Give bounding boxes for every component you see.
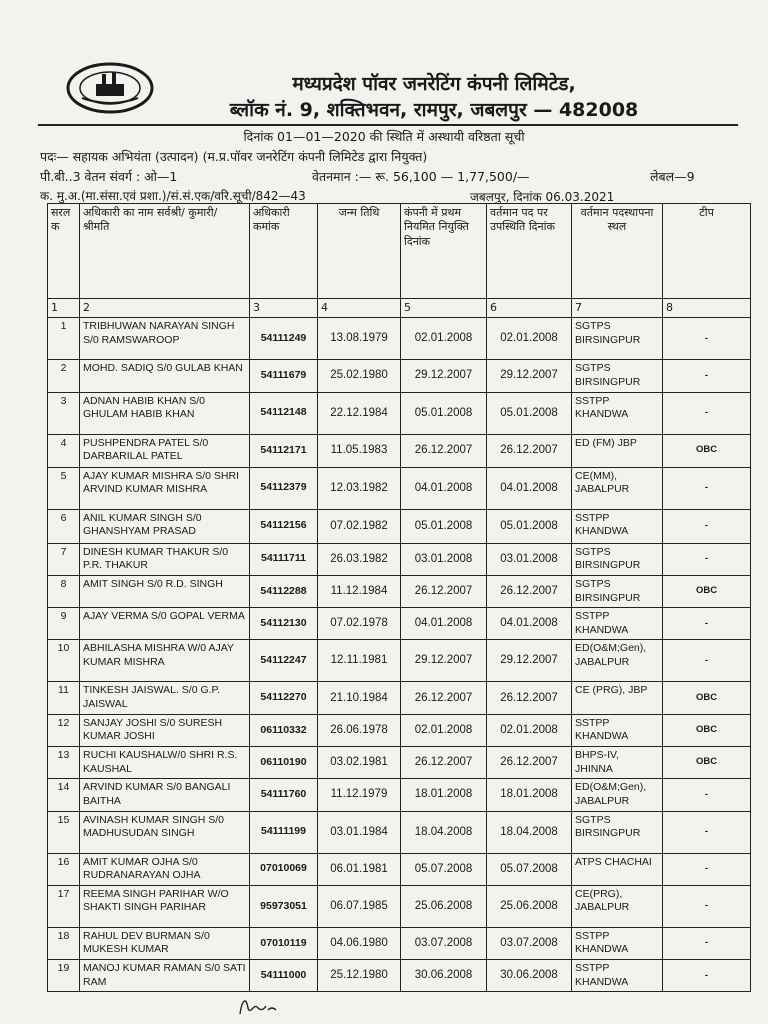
- remark-cell: -: [663, 509, 751, 543]
- current-post-date-cell: 29.12.2007: [487, 360, 572, 392]
- current-post-date-cell: 26.12.2007: [487, 746, 572, 778]
- level: लेबल—9: [650, 169, 695, 184]
- table-row: [48, 318, 751, 360]
- table-row: [48, 746, 751, 778]
- officer-number-cell: 54111000: [250, 960, 318, 992]
- first-appointment-date-cell: 29.12.2007: [401, 640, 487, 682]
- first-appointment-date-cell: 02.01.2008: [401, 318, 487, 360]
- posting-place-cell: SSTPP KHANDWA: [572, 608, 663, 640]
- first-appointment-date-cell: 30.06.2008: [401, 960, 487, 992]
- officer-number-cell: 54112379: [250, 467, 318, 509]
- current-post-date-cell: 02.01.2008: [487, 318, 572, 360]
- serial-number-cell: 1: [48, 318, 80, 360]
- officer-name-cell: REEMA SINGH PARIHAR W/O SHAKTI SINGH PARIHAR: [80, 885, 250, 927]
- officer-number-cell: 54111760: [250, 779, 318, 811]
- officer-name-cell: PUSHPENDRA PATEL S/0 DARBARILAL PATEL: [80, 434, 250, 467]
- officer-name-cell: MANOJ KUMAR RAMAN S/0 SATI RAM: [80, 960, 250, 992]
- current-post-date-cell: 05.07.2008: [487, 853, 572, 885]
- birth-date-cell: 11.12.1979: [318, 779, 401, 811]
- first-appointment-date-cell: 05.01.2008: [401, 509, 487, 543]
- birth-date-cell: 21.10.1984: [318, 682, 401, 714]
- current-post-date-cell: 03.07.2008: [487, 927, 572, 959]
- current-post-date-cell: 26.12.2007: [487, 575, 572, 607]
- table-row: [48, 509, 751, 543]
- table-row: [48, 392, 751, 434]
- first-appointment-date-cell: 26.12.2007: [401, 575, 487, 607]
- serial-number-cell: 19: [48, 960, 80, 992]
- posting-place-cell: CE(MM), JABALPUR: [572, 467, 663, 509]
- header-cell: वर्तमान पद पर उपस्थिति दिनांक: [487, 204, 572, 299]
- remark-cell: -: [663, 811, 751, 853]
- officer-number-cell: 06110332: [250, 714, 318, 746]
- officer-number-cell: 54111679: [250, 360, 318, 392]
- current-post-date-cell: 18.04.2008: [487, 811, 572, 853]
- birth-date-cell: 03.01.1984: [318, 811, 401, 853]
- first-appointment-date-cell: 04.01.2008: [401, 467, 487, 509]
- birth-date-cell: 07.02.1978: [318, 608, 401, 640]
- remark-cell: -: [663, 779, 751, 811]
- table-row: [48, 682, 751, 714]
- officer-name-cell: TINKESH JAISWAL. S/0 G.P. JAISWAL: [80, 682, 250, 714]
- remark-cell: OBC: [663, 746, 751, 778]
- header-cell: अधिकारी का नाम सर्वश्री/ कुमारी/ श्रीमति: [80, 204, 250, 299]
- table-row: [48, 467, 751, 509]
- column-number: 7: [572, 299, 663, 318]
- serial-number-cell: 10: [48, 640, 80, 682]
- serial-number-cell: 2: [48, 360, 80, 392]
- first-appointment-date-cell: 18.04.2008: [401, 811, 487, 853]
- posting-place-cell: ED(O&M;Gen), JABALPUR: [572, 779, 663, 811]
- posting-place-cell: SSTPP KHANDWA: [572, 392, 663, 434]
- birth-date-cell: 11.12.1984: [318, 575, 401, 607]
- posting-place-cell: ED(O&M;Gen), JABALPUR: [572, 640, 663, 682]
- birth-date-cell: 12.11.1981: [318, 640, 401, 682]
- current-post-date-cell: 26.12.2007: [487, 682, 572, 714]
- table-row: [48, 640, 751, 682]
- serial-number-cell: 16: [48, 853, 80, 885]
- officer-number-cell: 54111249: [250, 318, 318, 360]
- remark-cell: -: [663, 392, 751, 434]
- officer-number-cell: 54112130: [250, 608, 318, 640]
- posting-place-cell: SSTPP KHANDWA: [572, 927, 663, 959]
- birth-date-cell: 11.05.1983: [318, 434, 401, 467]
- remark-cell: OBC: [663, 682, 751, 714]
- header-cell: सरल क: [48, 204, 80, 299]
- officer-number-cell: 07010119: [250, 927, 318, 959]
- column-number: 8: [663, 299, 751, 318]
- header-cell: कंपनी में प्रथम नियमित नियुक्ति दिनांक: [401, 204, 487, 299]
- officer-number-cell: 54111199: [250, 811, 318, 853]
- current-post-date-cell: 04.01.2008: [487, 467, 572, 509]
- header-cell: अधिकारी कमांक: [250, 204, 318, 299]
- first-appointment-date-cell: 29.12.2007: [401, 360, 487, 392]
- table-row: [48, 853, 751, 885]
- officer-number-cell: 07010069: [250, 853, 318, 885]
- current-post-date-cell: 04.01.2008: [487, 608, 572, 640]
- posting-place-cell: SSTPP KHANDWA: [572, 714, 663, 746]
- officer-name-cell: AMIT SINGH S/0 R.D. SINGH: [80, 575, 250, 607]
- table-row: [48, 960, 751, 992]
- table-row: [48, 779, 751, 811]
- table-row: [48, 714, 751, 746]
- birth-date-cell: 04.06.1980: [318, 927, 401, 959]
- serial-number-cell: 6: [48, 509, 80, 543]
- current-post-date-cell: 02.01.2008: [487, 714, 572, 746]
- officer-name-cell: AJAY VERMA S/0 GOPAL VERMA: [80, 608, 250, 640]
- signature-mark: [236, 994, 286, 1018]
- officer-name-cell: SANJAY JOSHI S/0 SURESH KUMAR JOSHI: [80, 714, 250, 746]
- officer-name-cell: AJAY KUMAR MISHRA S/0 SHRI ARVIND KUMAR MISHRA: [80, 467, 250, 509]
- remark-cell: -: [663, 360, 751, 392]
- officer-number-cell: 54112156: [250, 509, 318, 543]
- officer-name-cell: DINESH KUMAR THAKUR S/0 P.R. THAKUR: [80, 543, 250, 575]
- serial-number-cell: 17: [48, 885, 80, 927]
- first-appointment-date-cell: 03.01.2008: [401, 543, 487, 575]
- first-appointment-date-cell: 05.01.2008: [401, 392, 487, 434]
- officer-name-cell: ADNAN HABIB KHAN S/0 GHULAM HABIB KHAN: [80, 392, 250, 434]
- first-appointment-date-cell: 25.06.2008: [401, 885, 487, 927]
- officer-number-cell: 54112270: [250, 682, 318, 714]
- first-appointment-date-cell: 04.01.2008: [401, 608, 487, 640]
- remark-cell: -: [663, 543, 751, 575]
- birth-date-cell: 13.08.1979: [318, 318, 401, 360]
- posting-place-cell: SGTPS BIRSINGPUR: [572, 318, 663, 360]
- officer-name-cell: ABHILASHA MISHRA W/0 AJAY KUMAR MISHRA: [80, 640, 250, 682]
- table-row: [48, 927, 751, 959]
- posting-place-cell: ATPS CHACHAI: [572, 853, 663, 885]
- serial-number-cell: 13: [48, 746, 80, 778]
- posting-place-cell: SSTPP KHANDWA: [572, 960, 663, 992]
- column-number: 5: [401, 299, 487, 318]
- serial-number-cell: 18: [48, 927, 80, 959]
- birth-date-cell: 03.02.1981: [318, 746, 401, 778]
- officer-name-cell: AVINASH KUMAR SINGH S/0 MADHUSUDAN SINGH: [80, 811, 250, 853]
- birth-date-cell: 26.06.1978: [318, 714, 401, 746]
- officer-name-cell: ARVIND KUMAR S/0 BANGALI BAITHA: [80, 779, 250, 811]
- remark-cell: -: [663, 640, 751, 682]
- current-post-date-cell: 30.06.2008: [487, 960, 572, 992]
- posting-place-cell: SGTPS BIRSINGPUR: [572, 575, 663, 607]
- officer-number-cell: 95973051: [250, 885, 318, 927]
- remark-cell: -: [663, 318, 751, 360]
- birth-date-cell: 06.01.1981: [318, 853, 401, 885]
- remark-cell: OBC: [663, 434, 751, 467]
- column-number: 2: [80, 299, 250, 318]
- birth-date-cell: 22.12.1984: [318, 392, 401, 434]
- column-number: 3: [250, 299, 318, 318]
- first-appointment-date-cell: 26.12.2007: [401, 682, 487, 714]
- first-appointment-date-cell: 26.12.2007: [401, 746, 487, 778]
- table-row: [48, 885, 751, 927]
- first-appointment-date-cell: 03.07.2008: [401, 927, 487, 959]
- header-cell: वर्तमान पदस्थापना स्थल: [572, 204, 663, 299]
- header-cell: जन्म तिथि: [318, 204, 401, 299]
- seniority-table: [47, 203, 751, 992]
- current-post-date-cell: 03.01.2008: [487, 543, 572, 575]
- column-number-row: [48, 299, 751, 318]
- remark-cell: -: [663, 467, 751, 509]
- posting-place-cell: BHPS-IV, JHINNA: [572, 746, 663, 778]
- birth-date-cell: 26.03.1982: [318, 543, 401, 575]
- officer-number-cell: 06110190: [250, 746, 318, 778]
- serial-number-cell: 4: [48, 434, 80, 467]
- pay-scale: वेतनमान :— रू. 56,100 — 1,77,500/—: [312, 169, 530, 184]
- serial-number-cell: 8: [48, 575, 80, 607]
- serial-number-cell: 9: [48, 608, 80, 640]
- serial-number-cell: 12: [48, 714, 80, 746]
- column-number: 4: [318, 299, 401, 318]
- remark-cell: OBC: [663, 575, 751, 607]
- birth-date-cell: 12.03.1982: [318, 467, 401, 509]
- serial-number-cell: 15: [48, 811, 80, 853]
- officer-name-cell: MOHD. SADIQ S/0 GULAB KHAN: [80, 360, 250, 392]
- remark-cell: -: [663, 853, 751, 885]
- table-row: [48, 608, 751, 640]
- first-appointment-date-cell: 02.01.2008: [401, 714, 487, 746]
- serial-number-cell: 14: [48, 779, 80, 811]
- header-cell: टीप: [663, 204, 751, 299]
- reference-date: जबलपुर, दिनांक 06.03.2021: [470, 190, 615, 204]
- posting-place-cell: SGTPS BIRSINGPUR: [572, 811, 663, 853]
- officer-name-cell: AMIT KUMAR OJHA S/0 RUDRANARAYAN OJHA: [80, 853, 250, 885]
- post-line: पदः— सहायक अभियंता (उत्पादन) (म.प्र.पॉवर जनरेटिंग कंपनी लिमिटेड द्वारा नियुक्त): [40, 149, 428, 164]
- current-post-date-cell: 26.12.2007: [487, 434, 572, 467]
- officer-number-cell: 54112148: [250, 392, 318, 434]
- officer-number-cell: 54111711: [250, 543, 318, 575]
- birth-date-cell: 07.02.1982: [318, 509, 401, 543]
- serial-number-cell: 11: [48, 682, 80, 714]
- remark-cell: -: [663, 927, 751, 959]
- officer-name-cell: RAHUL DEV BURMAN S/0 MUKESH KUMAR: [80, 927, 250, 959]
- serial-number-cell: 3: [48, 392, 80, 434]
- officer-number-cell: 54112288: [250, 575, 318, 607]
- remark-cell: -: [663, 960, 751, 992]
- remark-cell: OBC: [663, 714, 751, 746]
- first-appointment-date-cell: 18.01.2008: [401, 779, 487, 811]
- remark-cell: -: [663, 608, 751, 640]
- reference-number: क. मु.अ.(मा.संसा.एवं प्रशा.)/सं.सं.एक/वरि.सूची/842—43: [40, 189, 306, 203]
- table-row: [48, 575, 751, 607]
- birth-date-cell: 06.07.1985: [318, 885, 401, 927]
- first-appointment-date-cell: 26.12.2007: [401, 434, 487, 467]
- list-title: दिनांक 01—01—2020 की स्थिति में अस्थायी वरिष्ठता सूची: [243, 129, 525, 144]
- table-row: [48, 360, 751, 392]
- column-number: 1: [48, 299, 80, 318]
- company-address: ब्लॉक नं. 9, शक्तिभवन, रामपुर, जबलपुर — 482008: [229, 99, 639, 121]
- posting-place-cell: SGTPS BIRSINGPUR: [572, 543, 663, 575]
- table-row: [48, 543, 751, 575]
- officer-name-cell: ANIL KUMAR SINGH S/0 GHANSHYAM PRASAD: [80, 509, 250, 543]
- header-rule: [38, 124, 738, 126]
- remark-cell: -: [663, 885, 751, 927]
- table-row: [48, 811, 751, 853]
- current-post-date-cell: 05.01.2008: [487, 392, 572, 434]
- posting-place-cell: SGTPS BIRSINGPUR: [572, 360, 663, 392]
- posting-place-cell: ED (FM) JBP: [572, 434, 663, 467]
- officer-number-cell: 54112171: [250, 434, 318, 467]
- header-row: [48, 204, 751, 299]
- cadre-line: पी.बी..3 वेतन संवर्ग : ओ—1: [40, 169, 178, 184]
- birth-date-cell: 25.02.1980: [318, 360, 401, 392]
- posting-place-cell: SSTPP KHANDWA: [572, 509, 663, 543]
- officer-name-cell: TRIBHUWAN NARAYAN SINGH S/0 RAMSWAROOP: [80, 318, 250, 360]
- birth-date-cell: 25.12.1980: [318, 960, 401, 992]
- posting-place-cell: CE (PRG), JBP: [572, 682, 663, 714]
- current-post-date-cell: 29.12.2007: [487, 640, 572, 682]
- posting-place-cell: CE(PRG), JABALPUR: [572, 885, 663, 927]
- table-row: [48, 434, 751, 467]
- serial-number-cell: 5: [48, 467, 80, 509]
- current-post-date-cell: 25.06.2008: [487, 885, 572, 927]
- officer-number-cell: 54112247: [250, 640, 318, 682]
- company-name: मध्यप्रदेश पॉवर जनरेटिंग कंपनी लिमिटेड,: [292, 73, 576, 95]
- column-number: 6: [487, 299, 572, 318]
- current-post-date-cell: 18.01.2008: [487, 779, 572, 811]
- first-appointment-date-cell: 05.07.2008: [401, 853, 487, 885]
- current-post-date-cell: 05.01.2008: [487, 509, 572, 543]
- serial-number-cell: 7: [48, 543, 80, 575]
- officer-name-cell: RUCHI KAUSHALW/0 SHRI R.S. KAUSHAL: [80, 746, 250, 778]
